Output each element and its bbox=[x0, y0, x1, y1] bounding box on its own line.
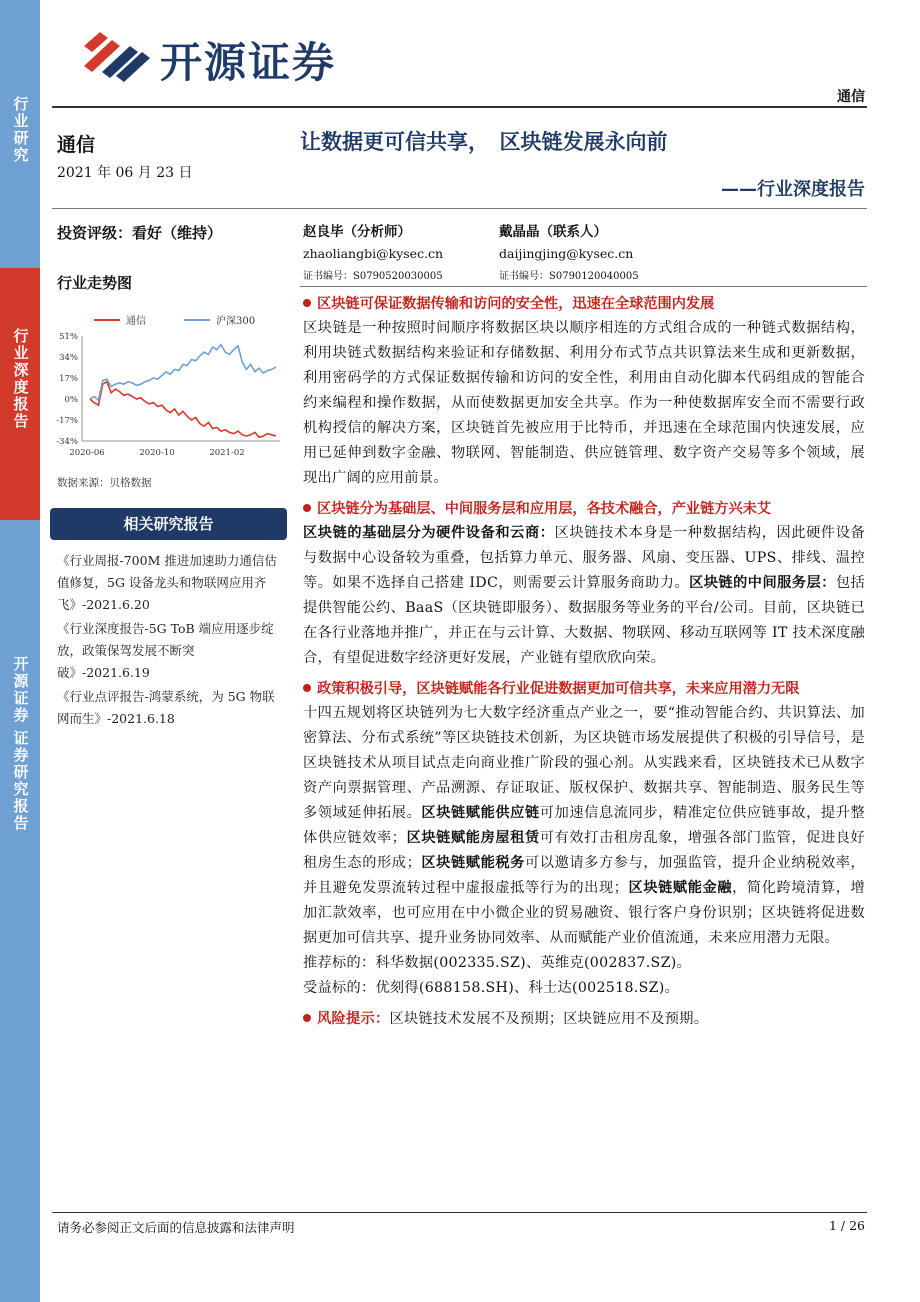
x-tick-label: 2020-06 bbox=[69, 448, 105, 458]
analyst-name: 赵良毕（分析师） bbox=[303, 224, 411, 240]
logo-mark-icon bbox=[82, 26, 152, 84]
analyst-2 bbox=[499, 220, 639, 282]
investment-rating: 投资评级：看好（维持） bbox=[57, 224, 223, 242]
section-heading-1: 区块链可保证数据传输和访问的安全性，迅速在全球范围内发展 bbox=[303, 292, 865, 316]
section-heading-3: 政策积极引导，区块链赋能各行业促进数据更加可信共享，未来应用潜力无限 bbox=[303, 677, 865, 701]
series-line-hs300 bbox=[90, 345, 276, 401]
section-body-3: 十四五规划将区块链列为七大数字经济重点产业之一，要“推动智能合约、共识算法、加密算法、分布式系统”等区块链技术创新，为区块链市场发展提供了积极的引导信号，是区块链技术从项目试点走向商业推广阶段的强心剂。从实践来看，区块链技术已从数字资产向票据管理、产品溯源、存证取证、版权保护、数据共享、智能制造、服务民生等多领域延伸拓展。区块链赋能供应链可加速信息流同步，精准定位供应链事故，提升整体供应链效率；区块链赋能房屋租赁可有效打击租房乱象，增强各部门监管，促进良好租房生态的形成；区块链赋能税务可以邀请多方参与，加强监管，提升企业纳税效率，并且避免发票流转过程中虚报虚抵等行为的出现；区块链赋能金融，简化跨境清算，增加汇款效率，也可应用在中小微企业的贸易融资、银行客户身份识别；区块链将促进数据更加可信共享、提升业务协同效率、从而赋能产业价值流通，未来应用潜力无限。 bbox=[303, 705, 866, 946]
y-tick-label: 17% bbox=[59, 374, 78, 384]
analyst-email[interactable]: daijingjing@kysec.cn bbox=[499, 246, 634, 261]
section-heading-2: 区块链分为基础层、中间服务层和应用层，各技术融合，产业链方兴未艾 bbox=[303, 497, 865, 521]
analyst-rule bbox=[300, 286, 867, 287]
sector-name: 通信 bbox=[57, 134, 96, 156]
bullet-icon bbox=[303, 684, 311, 692]
sidebar-label-brand: 开源证券 证券研究报告 bbox=[11, 656, 30, 832]
header-sector-tag: 通信 bbox=[837, 89, 865, 105]
header-rule bbox=[52, 106, 867, 108]
sidebar-label-report-type: 行业深度报告 bbox=[0, 268, 40, 520]
x-tick-label: 2020-10 bbox=[139, 448, 175, 458]
section-body-1: 区块链是一种按照时间顺序将数据区块以顺序相连的方式组合成的一种链式数据结构，利用块链式数据结构来验证和存储数据、利用分布式节点共识算法来生成和更新数据，利用密码学的方式保证数据传输和访问的安全性，利用由自动化脚本代码组成的智能合约来编程和操作数据，从而使数据更加安全共享。作为一种使数据库安全而不需要行政机构授信的解决方案，区块链首先被应用于比特币，并迅速在全球范围内快速发展，应用已延伸到数字金融、物联网、智能制造、供应链管理、数字资产交易等多个领域，展现出广阔的应用前景。 bbox=[303, 320, 865, 486]
data-source: 数据来源：贝格数据 bbox=[57, 477, 152, 489]
report-date: 2021 年 06 月 23 日 bbox=[57, 165, 193, 181]
bullet-icon bbox=[303, 1014, 311, 1022]
related-report-item[interactable]: 《行业点评报告-鸿蒙系统，为 5G 物联网而生》-2021.6.18 bbox=[57, 689, 275, 726]
main-body bbox=[303, 292, 865, 1032]
risk-warning: 风险提示：区块链技术发展不及预期；区块链应用不及预期。 bbox=[303, 1007, 865, 1032]
trend-chart-svg bbox=[52, 300, 287, 470]
analyst-cert: 证书编号：S0790120040005 bbox=[499, 271, 639, 282]
legend-label: 沪深300 bbox=[216, 316, 256, 327]
trend-chart bbox=[52, 300, 287, 470]
related-research-list bbox=[57, 550, 285, 730]
title-rule bbox=[52, 208, 867, 209]
related-report-item[interactable]: 《行业深度报告-5G ToB 端应用逐步绽放，政策保驾发展不断突破》-2021.6.19 bbox=[57, 621, 274, 680]
related-research-header: 相关研究报告 bbox=[50, 508, 287, 540]
y-tick-label: 0% bbox=[64, 395, 78, 405]
y-tick-label: 51% bbox=[59, 332, 78, 342]
y-tick-label: -17% bbox=[56, 416, 78, 426]
brand-name: 开源证券 bbox=[160, 38, 337, 87]
footer-rule bbox=[52, 1212, 867, 1213]
beneficiary-stocks: 受益标的：优刻得(688158.SH)、科士达(002518.SZ)。 bbox=[303, 980, 680, 996]
page-number: 1 / 26 bbox=[828, 1218, 865, 1233]
recommended-stocks: 推荐标的：科华数据(002335.SZ)、英维克(002837.SZ)。 bbox=[303, 955, 692, 971]
company-logo bbox=[82, 26, 152, 84]
y-tick-label: -34% bbox=[56, 437, 78, 447]
sidebar-label-research: 行业研究 bbox=[11, 96, 30, 164]
x-tick-label: 2021-02 bbox=[209, 448, 245, 458]
related-report-item[interactable]: 《行业周报-700M 推进加速助力通信估值修复，5G 设备龙头和物联网应用齐飞》-2021.6.20 bbox=[57, 553, 277, 612]
analyst-cert: 证书编号：S0790520030005 bbox=[303, 271, 443, 282]
bullet-icon bbox=[303, 299, 311, 307]
section-body-2: 区块链的基础层分为硬件设备和云商：区块链技术本身是一种数据结构，因此硬件设备与数据中心设备较为重叠，包括算力单元、服务器、风扇、变压器、UPS、排线、温控等。如果不选择自己搭建 IDC，则需要云计算服务商助力。区块链的中间服务层：包括提供智能公约、BaaS（区块链即服务）、数据服务等业务的平台/公司。目前，区块链已在各行业落地并推广，并正在与云计算、大数据、物联网、移动互联网等 IT 技术深度融合，有望促进数字经济更好发展，产业链有望欣欣向荣。 bbox=[303, 525, 865, 666]
report-subtitle: ——行业深度报告 bbox=[721, 179, 865, 200]
footer-disclaimer: 请务必参阅正文后面的信息披露和法律声明 bbox=[57, 1220, 295, 1235]
series-line-tongxin bbox=[90, 382, 276, 438]
trend-title: 行业走势图 bbox=[57, 274, 133, 292]
analyst-email[interactable]: zhaoliangbi@kysec.cn bbox=[303, 246, 444, 261]
legend-label: 通信 bbox=[126, 316, 146, 327]
bullet-icon bbox=[303, 504, 311, 512]
y-tick-label: 34% bbox=[59, 353, 78, 363]
analyst-name: 戴晶晶（联系人） bbox=[499, 224, 607, 240]
report-title: 让数据更可信共享， 区块链发展永向前 bbox=[300, 130, 668, 154]
analyst-1 bbox=[303, 220, 443, 282]
